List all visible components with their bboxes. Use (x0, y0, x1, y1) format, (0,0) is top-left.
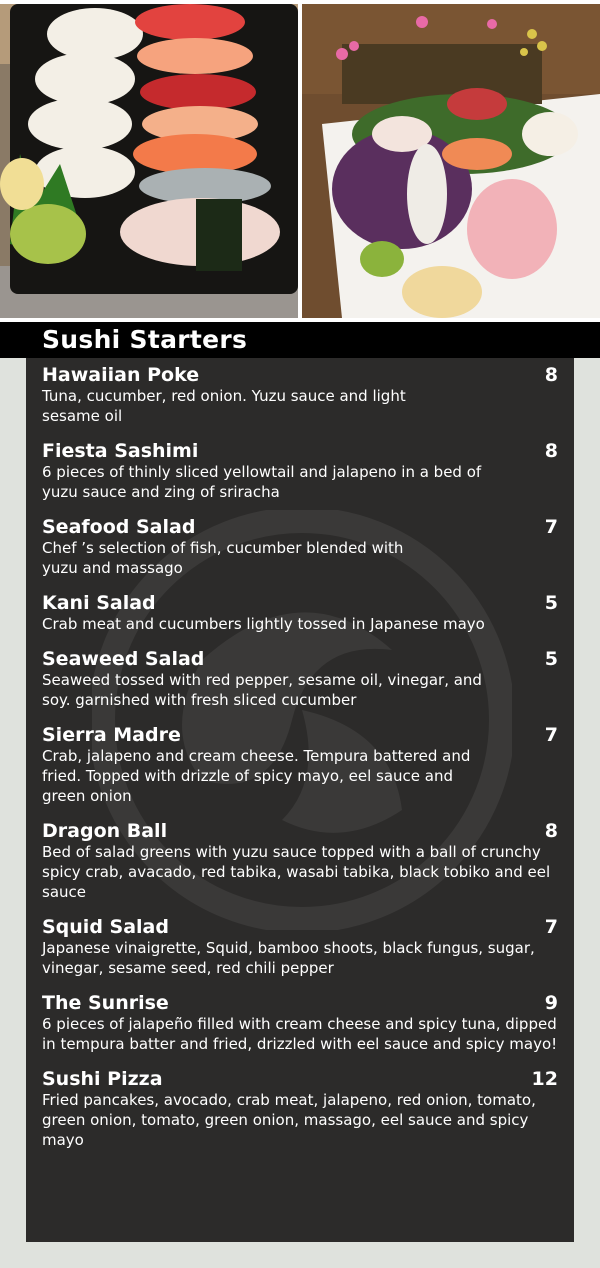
item-name: Squid Salad (42, 916, 169, 938)
item-name: Seafood Salad (42, 516, 196, 538)
item-name: Sierra Madre (42, 724, 181, 746)
item-price: 9 (544, 992, 558, 1014)
item-description: 6 pieces of thinly sliced yellowtail and jalapeno in a bed of yuzu sauce and zing of sriracha (42, 463, 482, 501)
menu-item (42, 648, 558, 710)
item-price: 12 (531, 1068, 558, 1090)
section-title-bar (0, 322, 600, 358)
menu-item (42, 820, 558, 902)
menu-item (42, 1068, 558, 1150)
sushi-tray-photo (0, 4, 298, 318)
item-name: Kani Salad (42, 592, 156, 614)
menu-item (42, 592, 558, 634)
item-name: Fiesta Sashimi (42, 440, 199, 462)
item-price: 7 (544, 916, 558, 938)
item-name: The Sunrise (42, 992, 169, 1014)
item-description: 6 pieces of jalapeño filled with cream cheese and spicy tuna, dipped in tempura batter and fried, drizzled with eel sauce and spicy mayo! (42, 1015, 558, 1053)
sashimi-platter-photo (302, 4, 600, 318)
item-description: Crab, jalapeno and cream cheese. Tempura battered and fried. Topped with drizzle of spicy mayo, eel sauce and green onion (42, 747, 471, 805)
item-name: Sushi Pizza (42, 1068, 163, 1090)
item-description: Tuna, cucumber, red onion. Yuzu sauce and light sesame oil (42, 387, 406, 425)
item-description: Fried pancakes, avocado, crab meat, jalapeno, red onion, tomato, green onion, tomato, green onion, massago, eel sauce and spicy mayo (42, 1091, 536, 1149)
item-price: 5 (544, 592, 558, 614)
menu-item (42, 440, 558, 502)
item-name: Seaweed Salad (42, 648, 205, 670)
photo-strip (0, 0, 600, 322)
item-description: Japanese vinaigrette, Squid, bamboo shoots, black fungus, sugar, vinegar, sesame seed, red chili pepper (42, 939, 535, 977)
menu-item (42, 516, 558, 578)
item-description: Crab meat and cucumbers lightly tossed in Japanese mayo (42, 615, 485, 633)
item-price: 8 (544, 364, 558, 386)
item-name: Dragon Ball (42, 820, 168, 842)
menu-item (42, 724, 558, 806)
menu-items (42, 364, 558, 1164)
menu-item (42, 992, 558, 1054)
menu-panel (26, 358, 574, 1242)
menu-item (42, 916, 558, 978)
item-name: Hawaiian Poke (42, 364, 200, 386)
section-title: Sushi Starters (42, 325, 248, 354)
item-description: Bed of salad greens with yuzu sauce topped with a ball of crunchy spicy crab, avacado, red tabika, wasabi tabika, black tobiko and eel sauce (42, 843, 551, 901)
item-price: 5 (544, 648, 558, 670)
item-price: 8 (544, 820, 558, 842)
item-price: 7 (544, 724, 558, 746)
item-price: 8 (544, 440, 558, 462)
item-description: Chef ’s selection of fish, cucumber blended with yuzu and massago (42, 539, 404, 577)
item-price: 7 (544, 516, 558, 538)
menu-item (42, 364, 558, 426)
item-description: Seaweed tossed with red pepper, sesame oil, vinegar, and soy. garnished with fresh sliced cucumber (42, 671, 482, 709)
